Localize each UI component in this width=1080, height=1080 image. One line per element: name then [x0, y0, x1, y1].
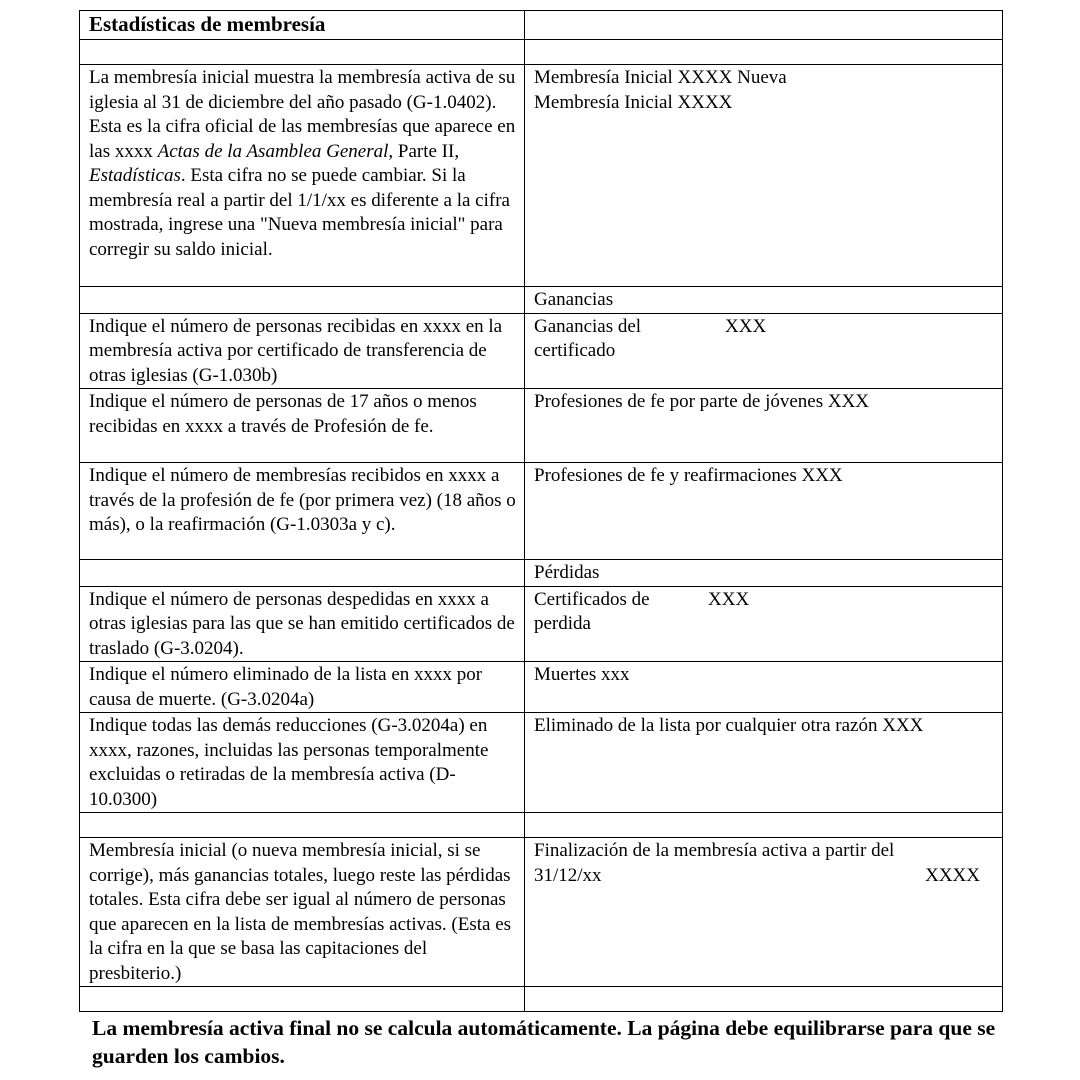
loss-description: Indique todas las demás reducciones (G-3.0204a) en xxxx, razones, incluidas las personas temporalmente excluidas o retiradas de la membresía activa (D-10.0300) [80, 713, 525, 813]
professions-reaffirmations-field[interactable]: Profesiones de fe y reafirmaciones XXX [525, 463, 1003, 560]
deaths-field[interactable]: Muertes xxx [525, 662, 1003, 713]
initial-membership-field[interactable]: Membresía Inicial XXXX Nueva Membresía Inicial XXXX [525, 65, 1003, 287]
gain-description: Indique el número de personas recibidas en xxxx en la membresía activa por certificado de transferencia de otras iglesias (G-1.030b) [80, 313, 525, 389]
final-membership-field[interactable]: Finalización de la membresía activa a partir del 31/12/xx XXXX [525, 838, 1003, 987]
loss-row [80, 586, 1003, 662]
empty-cell [80, 560, 525, 587]
empty-cell [525, 40, 1003, 65]
empty-cell [80, 813, 525, 838]
gain-row [80, 389, 1003, 463]
empty-cell [525, 987, 1003, 1012]
loss-description: Indique el número eliminado de la lista en xxxx por causa de muerte. (G-3.0204a) [80, 662, 525, 713]
youth-professions-field[interactable]: Profesiones de fe por parte de jóvenes XXX [525, 389, 1003, 463]
certificate-losses-field[interactable]: Certificados de perdida XXX [525, 586, 1003, 662]
footer-note: La membresía activa final no se calcula automáticamente. La página debe equilibrarse para que se guarden los cambios. [92, 1016, 996, 1068]
empty-cell [80, 987, 525, 1012]
spacer-row [80, 40, 1003, 65]
empty-cell [525, 11, 1003, 40]
empty-cell [80, 287, 525, 314]
losses-header: Pérdidas [525, 560, 1003, 587]
spacer-row [80, 813, 1003, 838]
empty-cell [525, 813, 1003, 838]
table-title: Estadísticas de membresía [80, 11, 525, 40]
certificate-losses-value: XXX [708, 588, 750, 610]
final-membership-value: XXXX [925, 865, 980, 886]
spacer-row [80, 987, 1003, 1012]
loss-row [80, 662, 1003, 713]
initial-membership-row [80, 65, 1003, 287]
gains-header: Ganancias [525, 287, 1003, 314]
gain-description: Indique el número de membresías recibidos en xxxx a través de la profesión de fe (por primera vez) (18 años o más), o la reafirmación (G-1.0303a y c). [80, 463, 525, 560]
gain-row [80, 463, 1003, 560]
losses-header-row [80, 560, 1003, 587]
title-row [80, 11, 1003, 40]
loss-description: Indique el número de personas despedidas en xxxx a otras iglesias para las que se han emitido certificados de traslado (G-3.0204). [80, 586, 525, 662]
gain-description: Indique el número de personas de 17 años o menos recibidas en xxxx a través de Profesión de fe. [80, 389, 525, 463]
final-membership-row [80, 838, 1003, 987]
certificate-gains-field[interactable]: Ganancias del certificado XXX [525, 313, 1003, 389]
loss-row [80, 713, 1003, 813]
initial-membership-description: La membresía inicial muestra la membresía activa de su iglesia al 31 de diciembre del año pasado (G-1.0402). Esta es la cifra oficial de las membresías que aparece en las xxxx Actas de la Asamblea General, Parte II, Estadísticas. Esta cifra no se puede cambiar. Si la membresía real a partir del 1/1/xx es diferente a la cifra mostrada, ingrese una "Nueva membresía inicial" para corregir su saldo inicial. [80, 65, 525, 287]
membership-stats-table [79, 10, 1003, 1012]
final-membership-description: Membresía inicial (o nueva membresía inicial, si se corrige), más ganancias totales, luego reste las pérdidas totales. Esta cifra debe ser igual al número de personas que aparecen en la lista de membresías activas. (Esta es la cifra en la que se basa las capitaciones del presbiterio.) [80, 838, 525, 987]
gain-row [80, 313, 1003, 389]
gains-header-row [80, 287, 1003, 314]
empty-cell [80, 40, 525, 65]
certificate-gains-value: XXX [725, 315, 767, 337]
other-removals-field[interactable]: Eliminado de la lista por cualquier otra razón XXX [525, 713, 1003, 813]
